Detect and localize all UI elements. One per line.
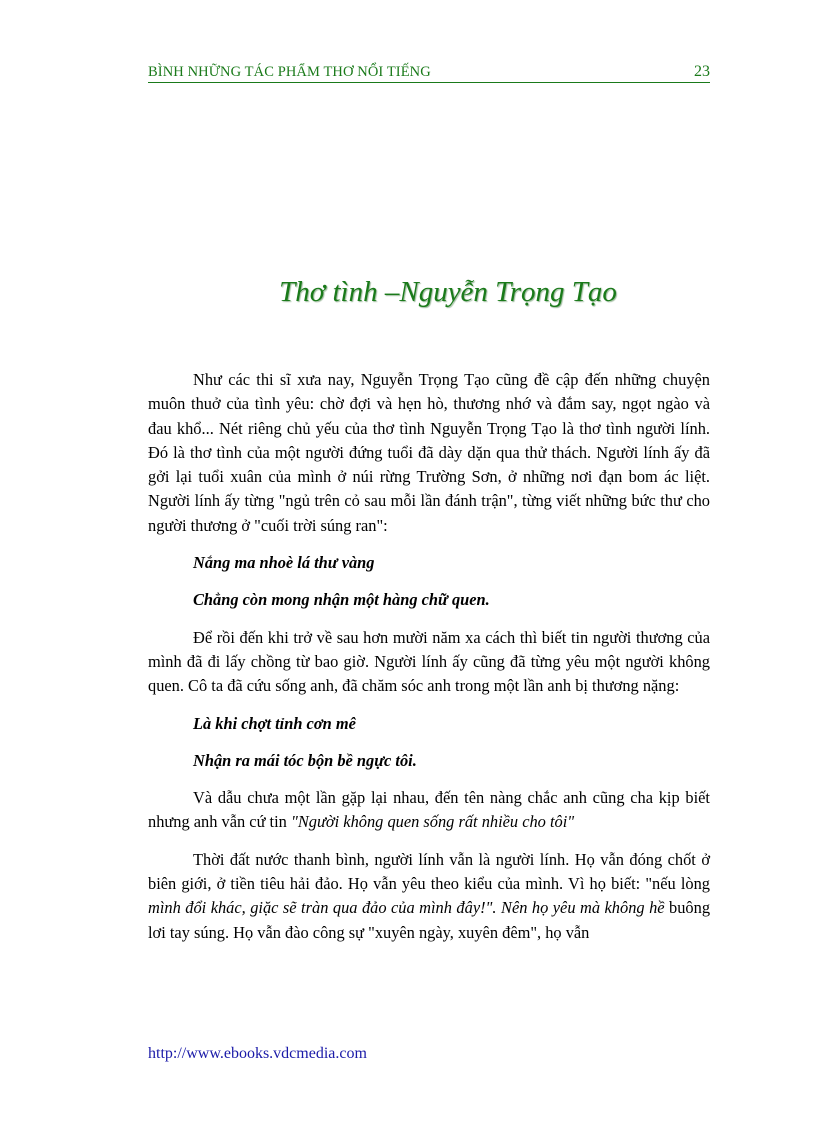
paragraph-4-text: Thời đất nước thanh bình, người lính vẫn là người lính. Họ vẫn đóng chốt ở biên giới, ở tiền tiêu hải đảo. Họ vẫn yêu theo kiểu của mình. Vì họ biết: "nếu lòng [148,849,710,894]
verse-line: Nắng ma nhoè lá thư vàng [193,553,375,573]
page-header [148,60,710,83]
body-text [148,368,710,958]
poem-title: Thơ tình –Nguyễn Trọng Tạo [279,276,617,308]
page-number: 23 [694,63,710,80]
paragraph-3-text: Và dẫu chưa một lần gặp lại nhau, đến tên nàng chắc anh cũng cha kịp biết nhưng anh vẫn cứ tin [148,788,710,832]
paragraph-4 [148,848,710,945]
verse-line: Nhận ra mái tóc bộn bề ngực tôi. [193,750,417,770]
verse-line: Chẳng còn mong nhận một hàng chữ quen. [193,590,490,610]
quote-text-2: mình đổi khác, giặc sẽ tràn qua đảo của mình đây!". Nên họ yêu mà không hề [148,898,665,918]
paragraph-3 [148,786,710,835]
header-title: BÌNH NHỮNG TÁC PHẨM THƠ NỔI TIẾNG [148,64,431,80]
verse-line: Là khi chợt tỉnh cơn mê [193,713,356,733]
paragraph-2: Để rồi đến khi trở về sau hơn mười năm xa cách thì biết tin người thương của mình đã đi lấy chồng từ bao giờ. Người lính ấy cũng đã từng yêu một người không quen. Cô ta đã cứu sống anh, đã chăm sóc anh trong một lần anh bị thương nặng: [148,627,710,696]
paragraph-4-end: buông lơi tay súng. Họ vẫn đào công sự "xuyên ngày, xuyên đêm", họ vẫn [148,898,711,942]
paragraph-1: Như các thi sĩ xưa nay, Nguyễn Trọng Tạo cũng đề cập đến những chuyện muôn thuở của tình yêu: chờ đợi và hẹn hò, thương nhớ và đắm say, ngọt ngào và đau khổ... Nét riêng chủ yếu của thơ tình Nguyễn Trọng Tạo là thơ tình người lính. Đó là thơ tình của một người đứng tuổi đã dày dặn qua thử thách. Người lính ấy đã gởi lại tuổi xuân của mình ở núi rừng Trường Sơn, ở những nơi đạn bom ác liệt. Người lính ấy từng "ngủ trên cỏ sau mỗi lần đánh trận", từng viết những bức thư cho người thương ở "cuối trời súng ran": [148,370,710,535]
quote-text: "Người không quen sống rất nhiều cho tôi" [290,812,575,832]
footer-link[interactable]: http://www.ebooks.vdcmedia.com [148,1045,367,1062]
